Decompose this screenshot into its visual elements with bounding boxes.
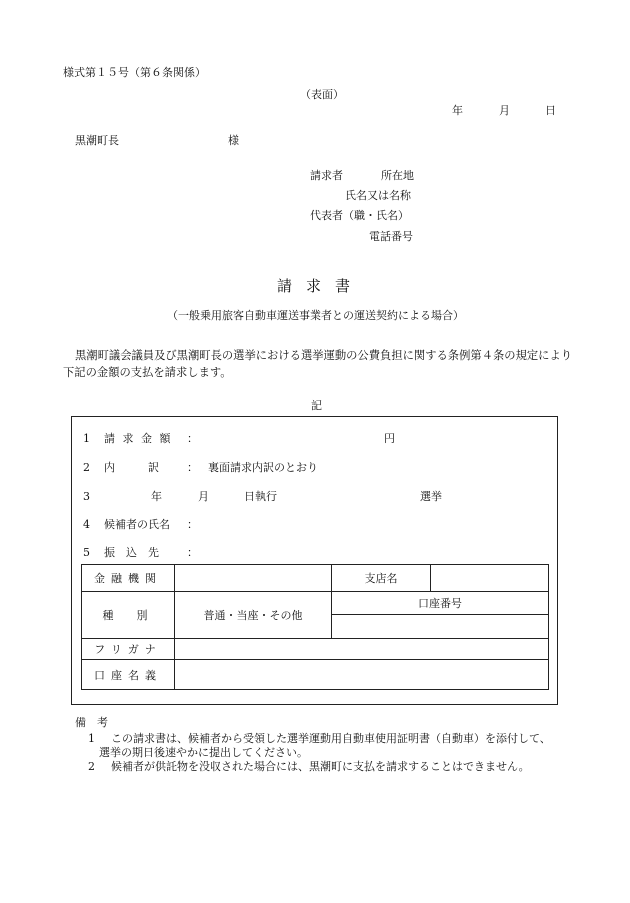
branch-label: 支店名 [332, 565, 431, 592]
item2-colon: ： [187, 461, 198, 474]
remark1-line2: 選挙の期日後速やかに提出してください。 [99, 746, 308, 759]
requester-label: 請求者 [310, 169, 343, 182]
furigana-label: フリガナ [82, 639, 175, 660]
account-type-options[interactable]: 普通・当座・その他 [175, 592, 332, 639]
addressee-name: 黒潮町長 [75, 134, 119, 147]
bank-account-table [81, 564, 549, 690]
remark1-line1: この請求書は、候補者から受領した選挙運動用自動車使用証明書（自動車）を添付して、 [111, 732, 551, 745]
body-text: 黒潮町議会議員及び黒潮町長の選挙における選挙運動の公費負担に関する条例第４条の規定により下記の金額の支払を請求します。 [63, 349, 573, 379]
document-title: 請求書 [277, 277, 365, 295]
remark2-number: 2 [88, 760, 95, 773]
bank-name-field[interactable] [175, 565, 332, 592]
bank-name-label: 金融機関 [82, 565, 175, 592]
item1-label: 請 求 金 額 [104, 432, 173, 445]
requester-name: 氏名又は名称 [345, 189, 411, 202]
requester-address: 所在地 [381, 169, 414, 182]
addressee-honorific: 様 [228, 134, 239, 147]
item3-number: 3 [83, 490, 90, 503]
branch-field[interactable] [431, 565, 549, 592]
item5-colon: ： [187, 546, 198, 559]
requester-phone: 電話番号 [369, 230, 413, 243]
form-number: 様式第１５号（第６条関係） [63, 66, 206, 79]
account-number-field[interactable] [332, 615, 549, 639]
date-day: 日 [545, 104, 556, 117]
furigana-row [82, 639, 549, 660]
remark1-number: 1 [88, 732, 95, 745]
item2-label: 内 訳 [104, 461, 159, 474]
item3-month: 月 [198, 490, 209, 503]
account-holder-label: 口座名義 [82, 660, 175, 690]
account-number-label: 口座番号 [332, 592, 549, 615]
furigana-field[interactable] [175, 639, 549, 660]
item4-colon: ： [187, 518, 198, 531]
date-month: 月 [499, 104, 510, 117]
ki-label: 記 [311, 399, 322, 412]
remarks-heading: 備 考 [75, 716, 108, 729]
item1-colon: ： [187, 432, 198, 445]
item4-number: 4 [83, 518, 90, 531]
requester-representative: 代表者（職・氏名） [310, 209, 409, 222]
account-type-label: 種 別 [82, 592, 175, 639]
item2-number: 2 [83, 461, 90, 474]
item5-label: 振 込 先 [104, 546, 159, 559]
item1-unit: 円 [384, 432, 395, 445]
item3-year: 年 [151, 490, 162, 503]
item3-suffix: 選挙 [420, 490, 442, 503]
bank-row [82, 565, 549, 592]
item3-held: 日執行 [244, 490, 277, 503]
type-row [82, 592, 549, 615]
item2-value: 裏面請求内訳のとおり [208, 461, 318, 474]
item5-number: 5 [83, 546, 90, 559]
date-year: 年 [452, 104, 463, 117]
item1-number: 1 [83, 432, 90, 445]
account-holder-row [82, 660, 549, 690]
account-holder-field[interactable] [175, 660, 549, 690]
document-subtitle: （一般乗用旅客自動車運送事業者との運送契約による場合） [167, 309, 464, 322]
side-label: （表面） [300, 88, 344, 101]
item4-label: 候補者の氏名 [104, 518, 170, 531]
remark2-text: 候補者が供託物を没収された場合には、黒潮町に支払を請求することはできません。 [111, 760, 530, 773]
